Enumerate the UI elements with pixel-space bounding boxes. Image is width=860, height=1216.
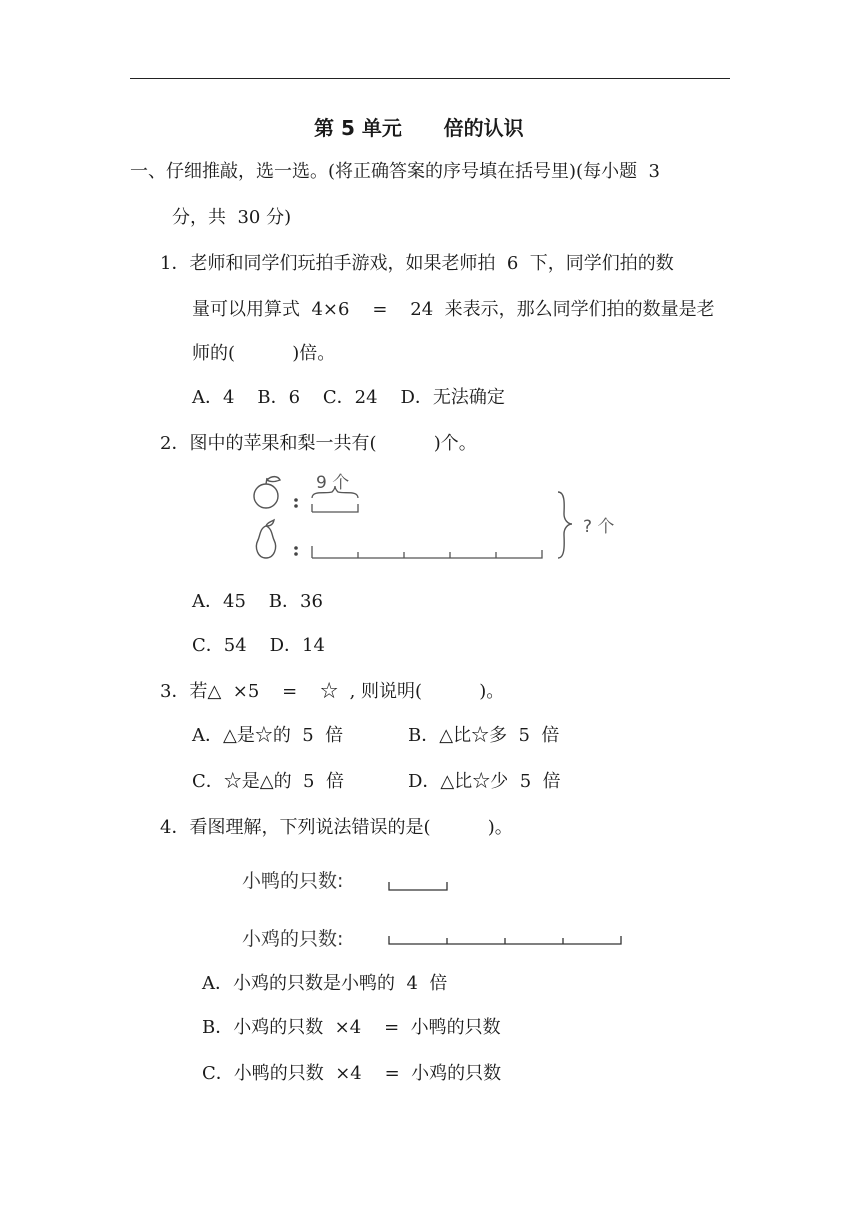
duck-chick-diagram [385,870,645,970]
q4-option-c: C．小鸭的只数 ×4 = 小鸡的只数 [202,1063,502,1084]
q1-line3: 师的( )倍。 [192,343,336,364]
colon-marks [294,498,298,556]
q3-option-d: D．△比☆少 5 倍 [408,771,561,792]
pear-bar [312,546,542,558]
section-heading-line2: 分，共 30 分) [172,207,292,228]
q1-options: A．4 B．6 C．24 D．无法确定 [192,387,505,408]
brace-label-9: 9 个 [316,473,350,493]
q1-line2: 量可以用算式 4×6 = 24 来表示，那么同学们拍的数量是老 [192,299,715,320]
total-brace [558,492,572,558]
q4-stem: 4．看图理解，下列说法错误的是( )。 [160,817,513,838]
q1-line1: 1．老师和同学们玩拍手游戏，如果老师拍 6 下，同学们拍的数 [160,253,674,274]
chick-bar [389,936,621,944]
section-heading-line1: 一、仔细推敲，选一选。(将正确答案的序号填在括号里)(每小题 3 [130,161,660,182]
duck-count-label: 小鸭的只数: [242,870,344,892]
apple-icon [254,477,280,508]
chick-count-label: 小鸡的只数: [242,928,344,950]
q3-option-b: B．△比☆多 5 倍 [408,725,560,746]
q3-stem: 3．若△ ×5 = ☆ , 则说明( )。 [160,681,505,702]
q2-options-row2: C．54 D．14 [192,635,325,656]
q4-option-a: A．小鸡的只数是小鸭的 4 倍 [202,973,448,994]
fruit-diagram [240,468,640,568]
q3-option-a: A．△是☆的 5 倍 [192,725,344,746]
q3-option-c: C．☆是△的 5 倍 [192,771,344,792]
pear-icon [256,520,275,558]
q2-options-row1: A．45 B．36 [192,591,323,612]
q4-option-b: B．小鸡的只数 ×4 = 小鸭的只数 [202,1017,501,1038]
page-title: 第 5 单元 倍的认识 [314,116,524,140]
header-rule [130,78,730,79]
total-label: ? 个 [583,517,615,537]
q2-stem: 2．图中的苹果和梨一共有( )个。 [160,433,477,454]
duck-bar [389,882,447,890]
